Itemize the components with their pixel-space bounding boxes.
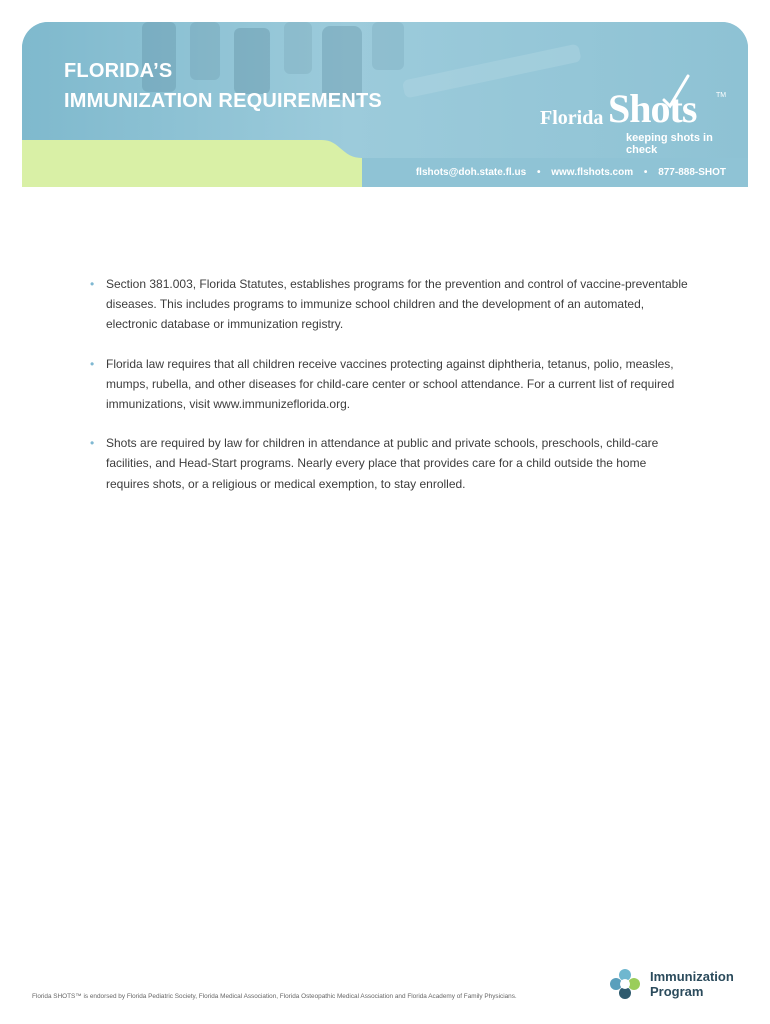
contact-phone: 877-888-SHOT bbox=[658, 167, 726, 178]
logo-tm: TM bbox=[716, 92, 727, 99]
program-name-line-2: Program bbox=[650, 984, 704, 999]
title-line-1: FLORIDA’S bbox=[64, 60, 173, 82]
checkmark-icon bbox=[658, 72, 698, 112]
separator-dot-icon: • bbox=[536, 167, 541, 178]
contact-website[interactable]: www.flshots.com bbox=[551, 167, 634, 178]
list-item bbox=[90, 354, 690, 415]
separator-dot-icon: • bbox=[643, 167, 648, 178]
logo-tagline: keeping shots in check bbox=[626, 132, 713, 156]
header-banner bbox=[22, 22, 748, 187]
program-name-line-1: Immunization bbox=[650, 969, 734, 984]
florida-shots-logo bbox=[540, 82, 730, 156]
list-item-text: Shots are required by law for children in attendance at public and private schools, preschools, child-care facilities, and Head-Start programs. Nearly every place that provides care for a child outside the home requires shots, or a religious or medical exemption, to stay enrolled. bbox=[106, 436, 659, 491]
program-emblem-icon bbox=[608, 967, 642, 1001]
endorsement-footer: Florida SHOTS™ is endorsed by Florida Pediatric Society, Florida Medical Association, Florida Osteopathic Medical Association and Florida Academy of Family Physicians. bbox=[32, 993, 517, 1000]
bullet-icon: • bbox=[90, 356, 95, 371]
list-item bbox=[90, 274, 690, 335]
requirements-list bbox=[90, 274, 690, 513]
bullet-icon: • bbox=[90, 436, 95, 451]
contact-email[interactable]: flshots@doh.state.fl.us bbox=[415, 167, 527, 178]
contact-bar bbox=[416, 167, 726, 178]
list-item-text: Florida law requires that all children receive vaccines protecting against diphtheria, tetanus, polio, measles, mumps, rubella, and other diseases for child-care center or school attendance. For a current list of required immunizations, visit www.immunizeflorida.org. bbox=[106, 356, 675, 412]
bullet-icon: • bbox=[90, 277, 95, 291]
title-line-2: IMMUNIZATION REQUIREMENTS bbox=[64, 90, 382, 112]
logo-shots-text: Shots bbox=[608, 86, 697, 131]
list-item bbox=[90, 433, 690, 494]
immunization-program-logo bbox=[606, 965, 746, 1005]
logo-florida-text: Florida bbox=[540, 107, 604, 129]
list-item-text: Section 381.003, Florida Statutes, establishes programs for the prevention and control of vaccine-preventable diseases. This includes programs to immunize school children and the development of an automated, electronic database or immunization registry. bbox=[106, 277, 688, 332]
